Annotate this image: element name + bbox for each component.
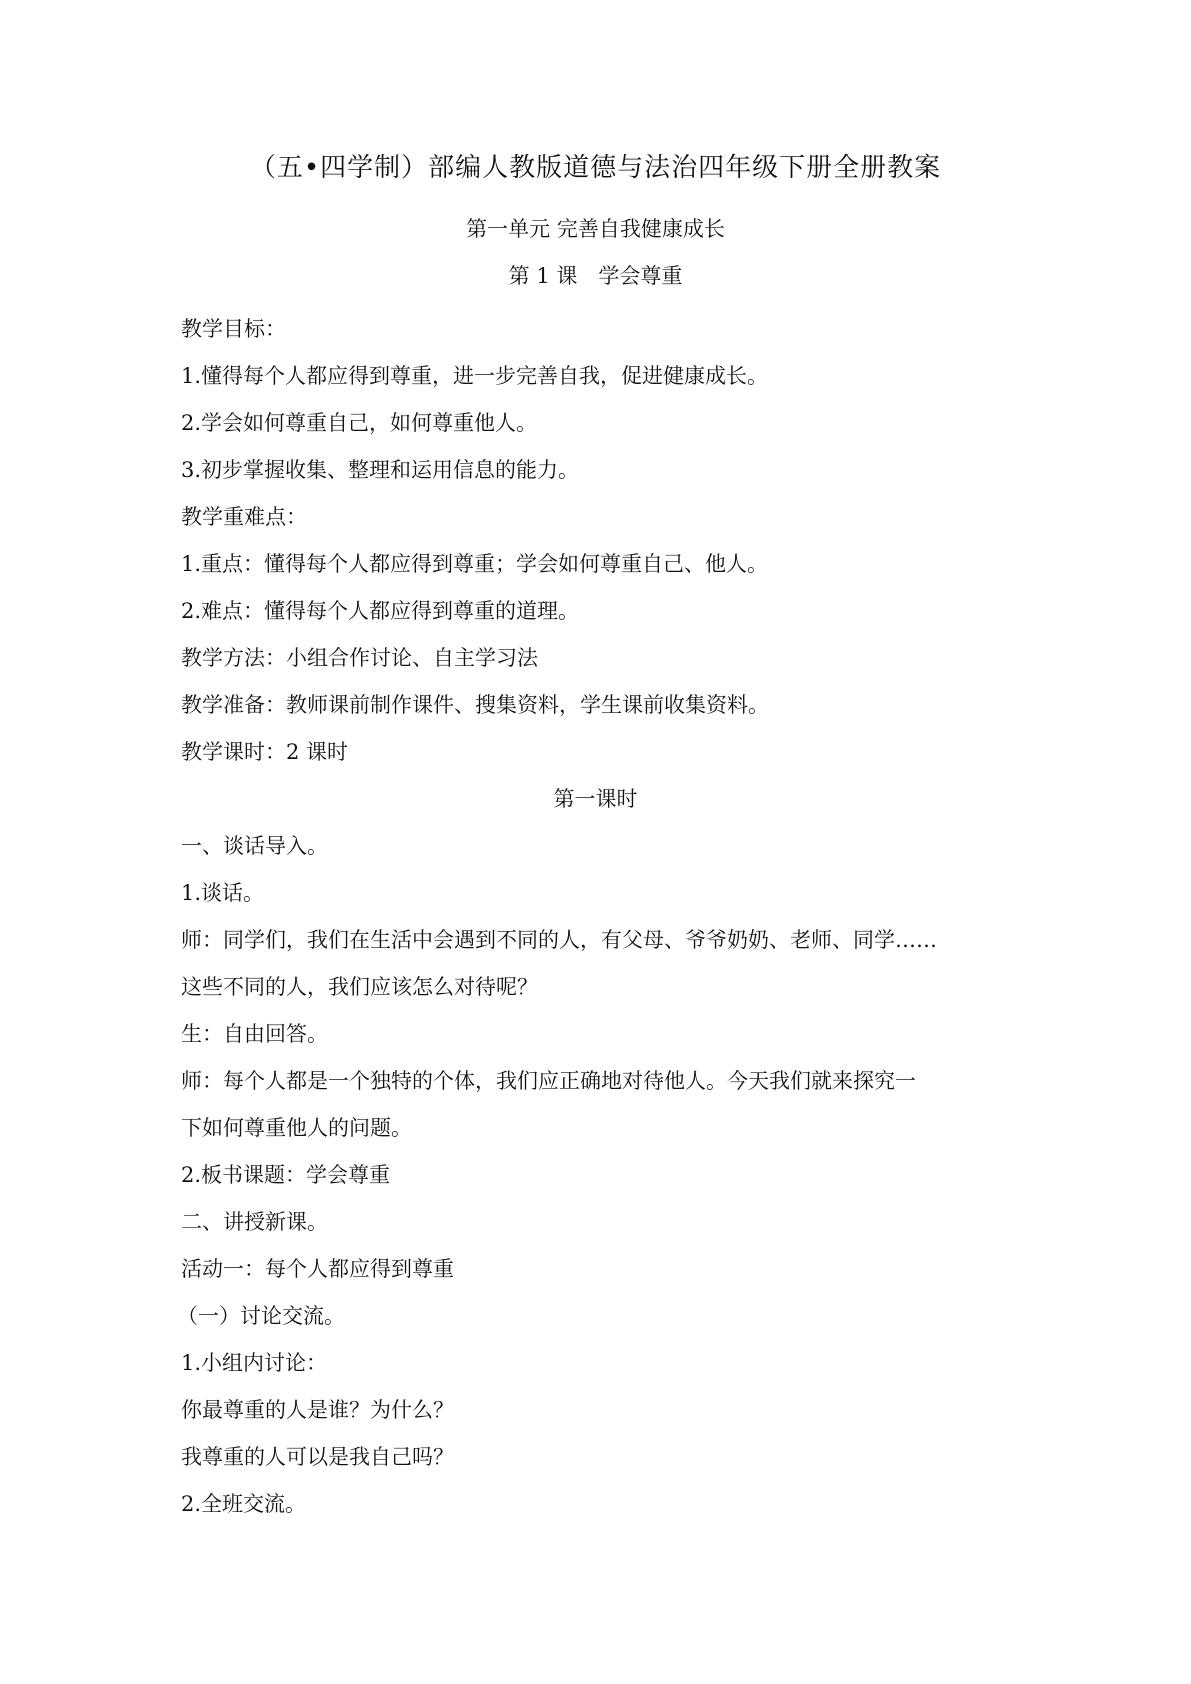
section-heading-key-points: 教学重难点：: [181, 505, 307, 529]
objective-item: 2.学会如何尊重自己，如何尊重他人。: [181, 411, 538, 435]
objective-item: 3.初步掌握收集、整理和运用信息的能力。: [181, 458, 580, 482]
document-body: [177, 306, 1021, 1528]
teaching-hours: 教学课时：2 课时: [181, 740, 349, 764]
step-item: 2.全班交流。: [181, 1492, 307, 1516]
period-heading: 第一课时: [553, 787, 638, 811]
key-point-item: 2.难点：懂得每个人都应得到尊重的道理。: [181, 599, 580, 623]
step-item: 1.谈话。: [181, 881, 265, 905]
step-item: 2.板书课题：学会尊重: [181, 1163, 391, 1187]
step-heading: 二、讲授新课。: [181, 1210, 328, 1234]
unit-title: 第一单元 完善自我健康成长: [466, 217, 725, 241]
activity-heading: 活动一：每个人都应得到尊重: [181, 1257, 454, 1281]
dialogue-line: 师：同学们，我们在生活中会遇到不同的人，有父母、爷爷奶奶、老师、同学……: [181, 928, 937, 952]
dialogue-line: 生：自由回答。: [181, 1022, 328, 1046]
dialogue-line: 这些不同的人，我们应该怎么对待呢？: [181, 975, 538, 999]
lesson-title: 第 1 课 学会尊重: [508, 264, 683, 288]
dialogue-line: 下如何尊重他人的问题。: [181, 1116, 412, 1140]
step-item: 1.小组内讨论：: [181, 1351, 328, 1375]
dialogue-line: 师：每个人都是一个独特的个体，我们应正确地对待他人。今天我们就来探究一: [181, 1069, 916, 1093]
discussion-question: 我尊重的人可以是我自己吗？: [181, 1445, 454, 1469]
document-title: （五•四学制）部编人教版道德与法治四年级下册全册教案: [249, 153, 942, 183]
discussion-question: 你最尊重的人是谁？为什么？: [181, 1398, 454, 1422]
section-heading-objectives: 教学目标：: [181, 317, 286, 341]
sub-step-heading: （一）讨论交流。: [177, 1304, 345, 1328]
teaching-method: 教学方法：小组合作讨论、自主学习法: [181, 646, 538, 670]
key-point-item: 1.重点：懂得每个人都应得到尊重；学会如何尊重自己、他人。: [181, 552, 769, 576]
teaching-preparation: 教学准备：教师课前制作课件、搜集资料，学生课前收集资料。: [181, 693, 769, 717]
objective-item: 1.懂得每个人都应得到尊重，进一步完善自我，促进健康成长。: [181, 364, 769, 388]
step-heading: 一、谈话导入。: [181, 834, 328, 858]
